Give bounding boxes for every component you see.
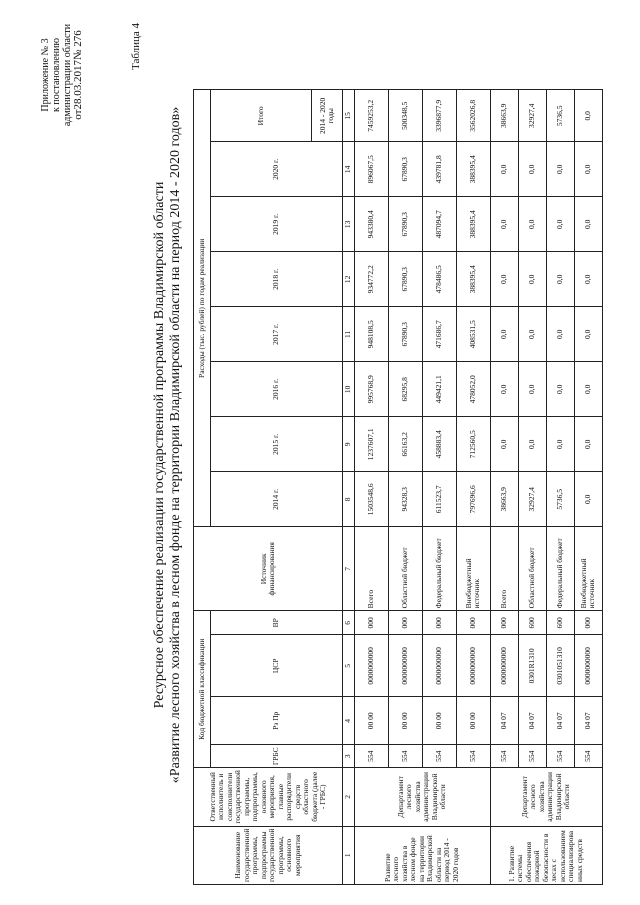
cell-year-value: 0,0 bbox=[518, 417, 546, 472]
col-number: 11 bbox=[343, 307, 355, 362]
header-budget-code: Код бюджетной классификации bbox=[194, 611, 211, 768]
col-number: 1 bbox=[343, 826, 355, 884]
cell-year-value: 1237607,1 bbox=[354, 417, 388, 472]
cell-year-value: 458883,4 bbox=[422, 417, 456, 472]
cell-year-value: 0,0 bbox=[518, 307, 546, 362]
cell-vr: 000 bbox=[422, 611, 456, 635]
header-year-2018: 2018 г. bbox=[211, 252, 343, 307]
col-number: 7 bbox=[343, 527, 355, 611]
cell-year-value: 0,0 bbox=[546, 197, 574, 252]
header-year-2016: 2016 г. bbox=[211, 362, 343, 417]
header-total-cell bbox=[211, 90, 343, 142]
row-executor: Департамент лесного хозяйства администрации Владимирской области bbox=[490, 768, 602, 826]
cell-year-value: 0,0 bbox=[546, 252, 574, 307]
table-row bbox=[574, 90, 602, 885]
cell-total: 3562026,8 bbox=[456, 90, 490, 142]
cell-year-value: 471686,7 bbox=[422, 307, 456, 362]
cell-vr: 000 bbox=[456, 611, 490, 635]
cell-source: Всего bbox=[490, 527, 518, 611]
cell-rzpr: 04 07 bbox=[546, 697, 574, 745]
cell-year-value: 449421,1 bbox=[422, 362, 456, 417]
header-csr: ЦСР bbox=[211, 635, 343, 697]
cell-year-value: 0,0 bbox=[490, 307, 518, 362]
cell-year-value: 67890,3 bbox=[388, 252, 422, 307]
cell-csr: 0000000000 bbox=[456, 635, 490, 697]
table-row bbox=[490, 90, 518, 885]
cell-year-value: 5736,5 bbox=[546, 472, 574, 527]
cell-year-value: 0,0 bbox=[490, 252, 518, 307]
cell-year-value: 388395,4 bbox=[456, 197, 490, 252]
col-number: 5 bbox=[343, 635, 355, 697]
appendix-date: от28.03.2017№ 276 bbox=[72, 30, 84, 120]
col-number: 9 bbox=[343, 417, 355, 472]
cell-csr: 0000000000 bbox=[354, 635, 388, 697]
cell-year-value: 0,0 bbox=[574, 197, 602, 252]
cell-total: 5736,5 bbox=[546, 90, 574, 142]
header-rzpr: Рз Пр bbox=[211, 697, 343, 745]
header-grbs: ГРБС bbox=[211, 745, 343, 768]
cell-csr: 0000000000 bbox=[388, 635, 422, 697]
table-row bbox=[518, 90, 546, 885]
cell-csr: 0000000000 bbox=[490, 635, 518, 697]
cell-vr: 000 bbox=[490, 611, 518, 635]
cell-source: Областной бюджет bbox=[388, 527, 422, 611]
header-source: Источник финансирования bbox=[194, 527, 343, 611]
cell-year-value: 797696,6 bbox=[456, 472, 490, 527]
cell-year-value: 67890,3 bbox=[388, 307, 422, 362]
cell-year-value: 478052,0 bbox=[456, 362, 490, 417]
header-name: Наименование государственной программы, подпрограммы государственной программы, основного мероприятия bbox=[194, 826, 343, 884]
cell-year-value: 408531,5 bbox=[456, 307, 490, 362]
cell-rzpr: 00 00 bbox=[456, 697, 490, 745]
header-year-2020: 2020 г. bbox=[211, 142, 343, 197]
cell-source: Внебюджетный источник bbox=[574, 527, 602, 611]
table-row bbox=[546, 90, 574, 885]
appendix-decree: к постановлению администрации области bbox=[51, 23, 73, 127]
cell-total: 38663,9 bbox=[490, 90, 518, 142]
cell-year-value: 948108,5 bbox=[354, 307, 388, 362]
table-row bbox=[354, 90, 388, 885]
cell-source: Всего bbox=[354, 527, 388, 611]
header-expenses: Расходы (тыс. рублей) по годам реализации bbox=[194, 90, 211, 527]
cell-year-value: 0,0 bbox=[574, 362, 602, 417]
header-year-2014: 2014 г. bbox=[211, 472, 343, 527]
cell-grbs: 554 bbox=[518, 745, 546, 768]
document-title: Ресурсное обеспечение реализации государственной программы Владимирской области bbox=[152, 181, 167, 709]
program-section bbox=[354, 90, 490, 885]
col-number: 6 bbox=[343, 611, 355, 635]
cell-year-value: 0,0 bbox=[546, 142, 574, 197]
cell-year-value: 0,0 bbox=[518, 197, 546, 252]
cell-vr: 000 bbox=[354, 611, 388, 635]
cell-year-value: 439781,8 bbox=[422, 142, 456, 197]
cell-total: 7459253,2 bbox=[354, 90, 388, 142]
table-row bbox=[456, 90, 490, 885]
row-executor: Департамент лесного хозяйства администрации Владимирской области bbox=[354, 768, 490, 826]
cell-year-value: 487094,7 bbox=[422, 197, 456, 252]
cell-year-value: 934772,2 bbox=[354, 252, 388, 307]
col-number: 4 bbox=[343, 697, 355, 745]
cell-grbs: 554 bbox=[456, 745, 490, 768]
cell-year-value: 611523,7 bbox=[422, 472, 456, 527]
cell-total: 3396877,9 bbox=[422, 90, 456, 142]
col-number: 12 bbox=[343, 252, 355, 307]
col-number: 14 bbox=[343, 142, 355, 197]
cell-csr: 0000000000 bbox=[574, 635, 602, 697]
cell-year-value: 712560,5 bbox=[456, 417, 490, 472]
cell-vr: 000 bbox=[388, 611, 422, 635]
cell-year-value: 478486,5 bbox=[422, 252, 456, 307]
cell-year-value: 0,0 bbox=[490, 362, 518, 417]
cell-vr: 600 bbox=[546, 611, 574, 635]
appendix-header bbox=[40, 5, 84, 145]
cell-year-value: 0,0 bbox=[574, 307, 602, 362]
cell-year-value: 0,0 bbox=[546, 307, 574, 362]
cell-grbs: 554 bbox=[354, 745, 388, 768]
cell-year-value: 66163,2 bbox=[388, 417, 422, 472]
cell-year-value: 388395,4 bbox=[456, 142, 490, 197]
cell-year-value: 1503548,6 bbox=[354, 472, 388, 527]
cell-year-value: 32927,4 bbox=[518, 472, 546, 527]
cell-year-value: 0,0 bbox=[574, 417, 602, 472]
col-number: 13 bbox=[343, 197, 355, 252]
col-number: 15 bbox=[343, 90, 355, 142]
table-row bbox=[388, 90, 422, 885]
cell-year-value: 0,0 bbox=[546, 362, 574, 417]
cell-rzpr: 00 00 bbox=[388, 697, 422, 745]
header-executor: Ответственный исполнитель и соисполнители государственной программы, подпрограммы, основного мероприятия, главные распорядители средств областного бюджета (далее - ГРБС) bbox=[194, 768, 343, 826]
col-number: 8 bbox=[343, 472, 355, 527]
cell-total: 0,0 bbox=[574, 90, 602, 142]
cell-year-value: 0,0 bbox=[574, 252, 602, 307]
cell-year-value: 0,0 bbox=[490, 142, 518, 197]
cell-rzpr: 00 00 bbox=[422, 697, 456, 745]
appendix-number: Приложение № 3 bbox=[40, 38, 51, 112]
cell-csr: 0301R1310 bbox=[518, 635, 546, 697]
cell-grbs: 554 bbox=[490, 745, 518, 768]
cell-year-value: 943380,4 bbox=[354, 197, 388, 252]
cell-year-value: 94328,3 bbox=[388, 472, 422, 527]
document-subtitle: «Развитие лесного хозяйства в лесном фонде на территории Владимирской области на период 2014 - 2020 годов» bbox=[168, 106, 183, 784]
cell-source: Федеральный бюджет bbox=[546, 527, 574, 611]
cell-year-value: 68295,8 bbox=[388, 362, 422, 417]
cell-source: Федеральный бюджет bbox=[422, 527, 456, 611]
cell-grbs: 554 bbox=[422, 745, 456, 768]
cell-source: Областной бюджет bbox=[518, 527, 546, 611]
col-number: 10 bbox=[343, 362, 355, 417]
cell-grbs: 554 bbox=[546, 745, 574, 768]
cell-rzpr: 00 00 bbox=[354, 697, 388, 745]
cell-year-value: 0,0 bbox=[518, 362, 546, 417]
cell-vr: 000 bbox=[574, 611, 602, 635]
cell-year-value: 0,0 bbox=[574, 142, 602, 197]
cell-year-value: 38663,9 bbox=[490, 472, 518, 527]
row-name: 1. Развитие системы обеспечения пожарной безопасности в лесах с использованием специализирова нных средств bbox=[490, 826, 602, 884]
cell-year-value: 67890,3 bbox=[388, 197, 422, 252]
cell-year-value: 67890,3 bbox=[388, 142, 422, 197]
cell-vr: 600 bbox=[518, 611, 546, 635]
cell-grbs: 554 bbox=[388, 745, 422, 768]
cell-year-value: 0,0 bbox=[518, 252, 546, 307]
cell-year-value: 388395,4 bbox=[456, 252, 490, 307]
row-name: Развитие лесного хозяйства в лесном фонде на территории Владимирской области на период 2014 - 2020 годов bbox=[354, 826, 490, 884]
col-number: 2 bbox=[343, 768, 355, 826]
cell-rzpr: 04 07 bbox=[490, 697, 518, 745]
cell-total: 32927,4 bbox=[518, 90, 546, 142]
item1-section bbox=[490, 90, 602, 885]
header-year-2017: 2017 г. bbox=[211, 307, 343, 362]
cell-year-value: 995768,9 bbox=[354, 362, 388, 417]
table-row bbox=[422, 90, 456, 885]
header-year-2019: 2019 г. bbox=[211, 197, 343, 252]
cell-total: 500348,5 bbox=[388, 90, 422, 142]
resource-table bbox=[193, 89, 603, 885]
cell-grbs: 554 bbox=[574, 745, 602, 768]
header-year-2015: 2015 г. bbox=[211, 417, 343, 472]
cell-csr: 0000000000 bbox=[422, 635, 456, 697]
header-vr: ВР bbox=[211, 611, 343, 635]
cell-source: Внебюджетный источник bbox=[456, 527, 490, 611]
cell-year-value: 0,0 bbox=[574, 472, 602, 527]
cell-year-value: 0,0 bbox=[490, 417, 518, 472]
column-number-row bbox=[343, 90, 355, 885]
header-total-period: 2014 - 2020 годы bbox=[317, 97, 335, 134]
cell-year-value: 0,0 bbox=[518, 142, 546, 197]
cell-csr: 0301051310 bbox=[546, 635, 574, 697]
cell-rzpr: 04 07 bbox=[574, 697, 602, 745]
table-label: Таблица 4 bbox=[130, 22, 142, 70]
cell-year-value: 896067,5 bbox=[354, 142, 388, 197]
cell-year-value: 0,0 bbox=[490, 197, 518, 252]
cell-rzpr: 04 07 bbox=[518, 697, 546, 745]
header-total: Итого bbox=[211, 90, 312, 141]
col-number: 3 bbox=[343, 745, 355, 768]
cell-year-value: 0,0 bbox=[546, 417, 574, 472]
